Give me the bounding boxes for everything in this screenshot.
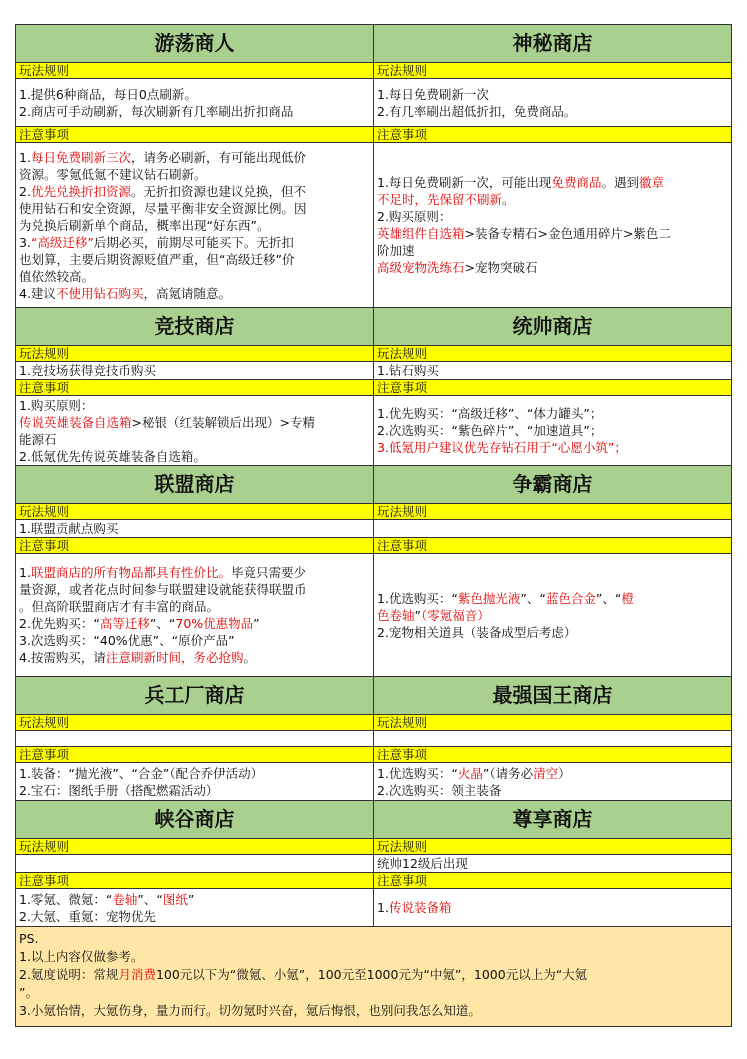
- text-segment: 1.: [377, 900, 389, 915]
- rules-content: [374, 731, 732, 747]
- text-segment: 3.: [19, 234, 31, 250]
- text-segment: ”（请务必: [482, 765, 534, 781]
- text-line: [377, 855, 728, 872]
- highlight-text: 注意刷新时间，务必抢购: [105, 650, 244, 665]
- text-segment: PS.: [19, 931, 39, 946]
- text-segment: 值依然较高。: [19, 268, 95, 284]
- notes-label: 注意事项: [16, 747, 374, 763]
- text-segment: 资源。零氪低氪不建议钻石刷新。: [19, 166, 207, 182]
- notes-content: [16, 889, 374, 927]
- text-line: [377, 590, 728, 607]
- text-line: [377, 899, 728, 916]
- table-row: [16, 127, 732, 143]
- shop-title: 峡谷商店: [16, 801, 374, 839]
- text-line: [19, 984, 728, 1002]
- text-line: [377, 439, 728, 456]
- rules-label: 玩法规则: [16, 715, 374, 731]
- text-segment: ，高氪请随意。: [143, 285, 231, 301]
- table-row: [16, 839, 732, 855]
- text-segment: 。遇到: [601, 175, 639, 190]
- text-segment: 2.次选购买：领主装备: [377, 782, 502, 798]
- shop-title: 联盟商店: [16, 466, 374, 504]
- text-segment: ”、“: [595, 590, 622, 606]
- rules-content: [374, 362, 732, 380]
- text-segment: 毕竟只需要少: [230, 565, 306, 580]
- text-line: [19, 285, 370, 302]
- text-line: [377, 208, 728, 225]
- text-line: [377, 86, 728, 103]
- text-segment: 100元以下为“微氪、小氪”，100元至1000元为“中氪”，1000元以上为“大氪: [155, 967, 588, 982]
- text-segment: ”、“: [149, 616, 176, 631]
- shop-title: 神秘商店: [374, 25, 732, 63]
- table-row: [16, 677, 732, 715]
- table-body: [16, 25, 732, 1027]
- highlight-text: 清空: [533, 765, 559, 781]
- text-segment: >秘银（红装解锁后出现）>专精: [131, 414, 315, 430]
- text-segment: 1.提供6种商品，每日0点刷新。: [19, 86, 197, 102]
- text-segment: 为兑换后刷新单个商品，概率出现“好东西”。: [19, 217, 270, 233]
- notes-label: 注意事项: [374, 127, 732, 143]
- highlight-text: 每日免费刷新三次: [30, 149, 131, 165]
- text-line: [19, 615, 370, 632]
- table-row: [16, 63, 732, 79]
- notes-label: 注意事项: [374, 380, 732, 396]
- text-segment: ，请务必刷新，有可能出现低价: [130, 149, 306, 165]
- text-line: [19, 414, 370, 431]
- notes-content: [16, 763, 374, 801]
- shop-title: 尊享商店: [374, 801, 732, 839]
- notes-content: [16, 143, 374, 308]
- text-segment: 1.每日免费刷新一次，可能出现: [377, 175, 552, 190]
- highlight-text: 免费商品: [551, 175, 602, 190]
- text-line: [377, 422, 728, 439]
- text-segment: 2.购买原则：: [377, 209, 452, 224]
- text-line: [19, 183, 370, 200]
- text-segment: 2.: [19, 183, 31, 199]
- text-segment: 量资源，或者花点时间参与联盟建设就能获得联盟币: [19, 582, 307, 597]
- table-row: [16, 362, 732, 380]
- highlight-text: 3.低氪用户建议优先存钻石用于“心愿小筑”；: [377, 440, 627, 455]
- text-segment: ”。: [19, 985, 38, 1000]
- text-line: [377, 405, 728, 422]
- text-line: [377, 765, 728, 782]
- rules-label: 玩法规则: [16, 839, 374, 855]
- text-line: [377, 242, 728, 259]
- text-line: [377, 782, 728, 799]
- table-row: [16, 747, 732, 763]
- text-segment: 1.零氪、微氪：“: [19, 891, 113, 907]
- text-line: [19, 765, 370, 782]
- table-row: [16, 466, 732, 504]
- text-segment: 1.购买原则：: [19, 397, 94, 413]
- highlight-text: 联盟商店的所有物品都具有性价比。: [30, 565, 231, 580]
- table-row: [16, 308, 732, 346]
- text-segment: 1.优选购买：“: [377, 765, 458, 781]
- table-row: [16, 25, 732, 63]
- table-row: [16, 873, 732, 889]
- text-segment: 也划算，主要后期资源贬值严重，但“高级迁移”价: [19, 251, 295, 267]
- text-segment: 。: [502, 192, 515, 207]
- shop-title: 游荡商人: [16, 25, 374, 63]
- text-segment: ”: [253, 616, 260, 631]
- table-row: [16, 801, 732, 839]
- highlight-text: 月消费: [118, 967, 156, 982]
- text-line: [19, 948, 728, 966]
- highlight-text: 传说英雄装备自选箱: [19, 414, 132, 430]
- notes-content: [374, 889, 732, 927]
- text-segment: 1.装备：“抛光液”、“合金”（配合乔伊活动）: [19, 765, 264, 781]
- text-line: [19, 149, 370, 166]
- rules-content: [16, 79, 374, 127]
- text-segment: 。: [243, 650, 256, 665]
- text-segment: 3.次选购买：“40%优惠”、“原价产品”: [19, 633, 235, 648]
- text-line: [19, 782, 370, 799]
- highlight-text: 传说装备箱: [388, 900, 452, 915]
- shop-title: 兵工厂商店: [16, 677, 374, 715]
- highlight-text: 优先兑换折扣资源: [30, 183, 131, 199]
- table-row: [16, 396, 732, 466]
- text-segment: 1.钻石购买: [377, 363, 439, 378]
- table-row: [16, 554, 732, 677]
- text-line: [19, 251, 370, 268]
- text-line: [377, 362, 728, 379]
- shop-guide-table: [15, 24, 732, 1027]
- rules-content: [16, 855, 374, 873]
- rules-label: 玩法规则: [16, 504, 374, 520]
- highlight-text: 图纸: [162, 891, 188, 907]
- text-segment: 统帅12级后出现: [377, 856, 468, 871]
- notes-label: 注意事项: [374, 873, 732, 889]
- text-segment: >装备专精石>金色通用碎片>紫色二: [464, 226, 671, 241]
- highlight-text: 英雄组件自选箱: [377, 226, 465, 241]
- notes-content: [374, 396, 732, 466]
- text-line: [19, 86, 370, 103]
- text-line: [377, 174, 728, 191]
- text-line: [377, 259, 728, 276]
- notes-label: 注意事项: [374, 538, 732, 554]
- text-segment: ”: [414, 607, 421, 623]
- table-row: [16, 538, 732, 554]
- text-segment: 1.: [19, 149, 31, 165]
- table-row: [16, 380, 732, 396]
- text-line: [19, 217, 370, 234]
- text-line: [19, 581, 370, 598]
- text-line: [377, 624, 728, 641]
- text-segment: 3.小氪怡情，大氪伤身，量力而行。切勿氪时兴奋，氪后悔恨，也别问我怎么知道。: [19, 1003, 481, 1018]
- notes-label: 注意事项: [16, 873, 374, 889]
- table-row: [16, 731, 732, 747]
- highlight-text: 火晶: [457, 765, 483, 781]
- highlight-text: 橙: [621, 590, 634, 606]
- text-segment: 1.优先购买：“高级迁移”、“体力罐头”；: [377, 406, 603, 421]
- text-segment: 1.联盟贡献点购买: [19, 521, 119, 536]
- notes-label: 注意事项: [16, 127, 374, 143]
- highlight-text: 70%优惠物品: [175, 616, 254, 631]
- table-row: [16, 346, 732, 362]
- text-segment: 使用钻石和安全资源，尽量平衡非安全资源比例。因: [19, 200, 307, 216]
- notes-content: [16, 396, 374, 466]
- text-segment: 2.宠物相关道具（装备成型后考虑）: [377, 624, 577, 640]
- text-line: [19, 966, 728, 984]
- ps-footnote: [16, 927, 732, 1027]
- rules-label: 玩法规则: [16, 63, 374, 79]
- rules-label: 玩法规则: [16, 346, 374, 362]
- text-line: [19, 234, 370, 251]
- shop-title: 争霸商店: [374, 466, 732, 504]
- highlight-text: （零氪福音）: [421, 607, 490, 623]
- highlight-text: 不足时，先保留不刷新: [377, 192, 503, 207]
- rules-label: 玩法规则: [374, 839, 732, 855]
- text-segment: 2.优先购买：“: [19, 616, 100, 631]
- text-line: [19, 200, 370, 217]
- notes-content: [374, 143, 732, 308]
- text-segment: ）: [558, 765, 571, 781]
- shop-title: 统帅商店: [374, 308, 732, 346]
- notes-label: 注意事项: [16, 380, 374, 396]
- text-segment: 1.优选购买：“: [377, 590, 458, 606]
- text-line: [19, 908, 370, 925]
- highlight-text: 徽章: [638, 175, 664, 190]
- notes-label: 注意事项: [374, 747, 732, 763]
- notes-label: 注意事项: [16, 538, 374, 554]
- text-line: [377, 225, 728, 242]
- text-line: [377, 103, 728, 120]
- notes-content: [374, 554, 732, 677]
- table-row: [16, 715, 732, 731]
- text-line: [19, 891, 370, 908]
- text-line: [19, 268, 370, 285]
- text-segment: 1.: [19, 565, 31, 580]
- text-line: [19, 448, 370, 465]
- text-line: [19, 166, 370, 183]
- highlight-text: 高级宠物洗练石: [377, 260, 465, 275]
- table-row: [16, 889, 732, 927]
- rules-content: [16, 520, 374, 538]
- text-segment: 1.每日免费刷新一次: [377, 86, 489, 102]
- table-row: [16, 763, 732, 801]
- text-line: [19, 1002, 728, 1020]
- text-segment: 1.以上内容仅做参考。: [19, 949, 144, 964]
- text-segment: 2.氪度说明：常规: [19, 967, 119, 982]
- text-segment: 2.低氪优先传说英雄装备自选箱。: [19, 448, 206, 464]
- text-line: [19, 103, 370, 120]
- rules-content: [16, 731, 374, 747]
- text-segment: 2.商店可手动刷新，每次刷新有几率刷出折扣商品: [19, 103, 294, 119]
- text-line: [19, 564, 370, 581]
- rules-label: 玩法规则: [374, 715, 732, 731]
- text-segment: 2.次选购买：“紫色碎片”、“加速道具”；: [377, 423, 603, 438]
- shop-title: 竞技商店: [16, 308, 374, 346]
- highlight-text: “高级迁移”: [30, 234, 94, 250]
- text-segment: 2.大氪、重氪：宠物优先: [19, 908, 156, 924]
- highlight-text: 蓝色合金: [545, 590, 596, 606]
- highlight-text: 高等迁移: [99, 616, 150, 631]
- text-line: [19, 598, 370, 615]
- text-segment: 。但高阶联盟商店才有丰富的商品。: [19, 599, 220, 614]
- text-segment: 能源石: [19, 431, 57, 447]
- rules-label: 玩法规则: [374, 63, 732, 79]
- rules-content: [374, 79, 732, 127]
- highlight-text: 不使用钻石购买: [55, 285, 144, 301]
- rules-content: [16, 362, 374, 380]
- text-segment: >宠物突破石: [464, 260, 538, 275]
- table-row: [16, 143, 732, 308]
- text-segment: 2.有几率刷出超低折扣，免费商品。: [377, 103, 577, 119]
- text-line: [19, 362, 370, 379]
- table-row: [16, 520, 732, 538]
- text-line: [19, 397, 370, 414]
- text-segment: 阶加速: [377, 243, 415, 258]
- rules-content: [374, 520, 732, 538]
- highlight-text: 紫色抛光液: [457, 590, 521, 606]
- highlight-text: 色卷轴: [377, 607, 415, 623]
- text-line: [19, 632, 370, 649]
- table-row: [16, 79, 732, 127]
- text-line: [377, 607, 728, 624]
- text-segment: 4.按需购买，请: [19, 650, 106, 665]
- shop-title: 最强国王商店: [374, 677, 732, 715]
- text-segment: 2.宝石：图纸手册（搭配燃霜活动）: [19, 782, 219, 798]
- notes-content: [16, 554, 374, 677]
- text-line: [19, 930, 728, 948]
- highlight-text: 卷轴: [112, 891, 138, 907]
- text-segment: 1.竞技场获得竞技币购买: [19, 363, 156, 378]
- text-segment: 4.建议: [19, 285, 56, 301]
- table-row: [16, 927, 732, 1027]
- table-row: [16, 504, 732, 520]
- text-line: [377, 191, 728, 208]
- rules-label: 玩法规则: [374, 504, 732, 520]
- table-row: [16, 855, 732, 873]
- text-segment: 。无折扣资源也建议兑换，但不: [130, 183, 306, 199]
- text-line: [19, 520, 370, 537]
- text-segment: ”、“: [137, 891, 163, 907]
- text-line: [19, 431, 370, 448]
- rules-content: [374, 855, 732, 873]
- rules-label: 玩法规则: [374, 346, 732, 362]
- notes-content: [374, 763, 732, 801]
- text-line: [19, 649, 370, 666]
- text-segment: ”、“: [520, 590, 546, 606]
- text-segment: 后期必买，前期尽可能买下。无折扣: [93, 234, 294, 250]
- text-segment: ”: [187, 891, 195, 907]
